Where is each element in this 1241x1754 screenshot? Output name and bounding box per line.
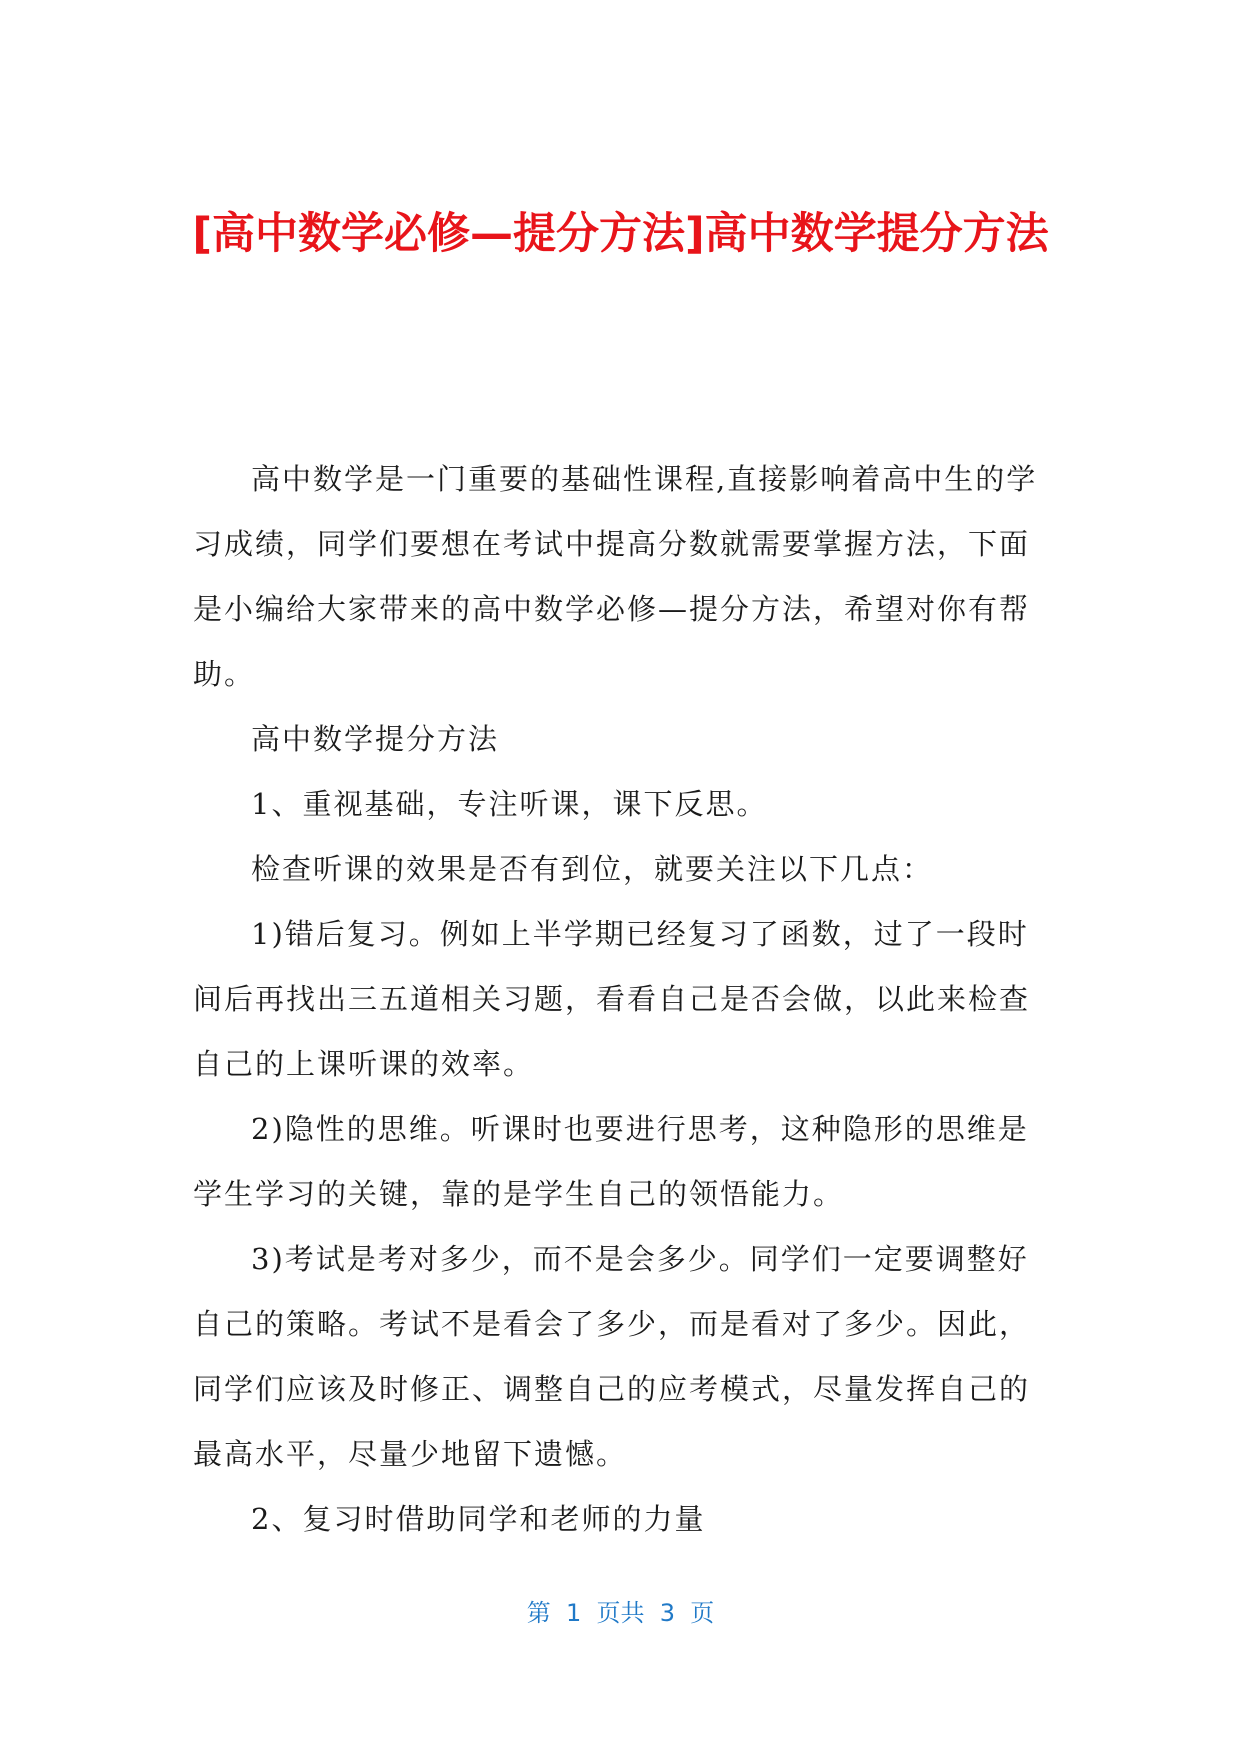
paragraph-item-1: 1)错后复习。例如上半学期已经复习了函数，过了一段时间后再找出三五道相关习题，看看自己是否会做，以此来检查自己的上课听课的效率。 <box>193 917 1031 1081</box>
paragraph-item-2: 2)隐性的思维。听课时也要进行思考，这种隐形的思维是学生学习的关键，靠的是学生自己的领悟能力。 <box>193 1112 1029 1211</box>
paragraph-point-2: 2、复习时借助同学和老师的力量 <box>251 1502 706 1536</box>
paragraph-point-1: 1、重视基础，专注听课，课下反思。 <box>251 787 768 821</box>
document-body <box>193 447 1048 1552</box>
paragraph-section-heading: 高中数学提分方法 <box>251 722 500 756</box>
paragraph-check-intro: 检查听课的效果是否有到位，就要关注以下几点： <box>251 852 934 886</box>
page-footer: 第 1 页共 3 页 <box>526 1599 715 1627</box>
paragraph-intro: 高中数学是一门重要的基础性课程,直接影响着高中生的学习成绩，同学们要想在考试中提高分数就需要掌握方法，下面是小编给大家带来的高中数学必修—提分方法，希望对你有帮助。 <box>193 462 1038 691</box>
paragraph-item-3: 3)考试是考对多少，而不是会多少。同学们一定要调整好自己的策略。考试不是看会了多少，而是看对了多少。因此，同学们应该及时修正、调整自己的应考模式，尽量发挥自己的最高水平，尽量少地留下遗憾。 <box>193 1242 1031 1471</box>
document-title: [高中数学必修—提分方法]高中数学提分方法 <box>192 209 1049 259</box>
